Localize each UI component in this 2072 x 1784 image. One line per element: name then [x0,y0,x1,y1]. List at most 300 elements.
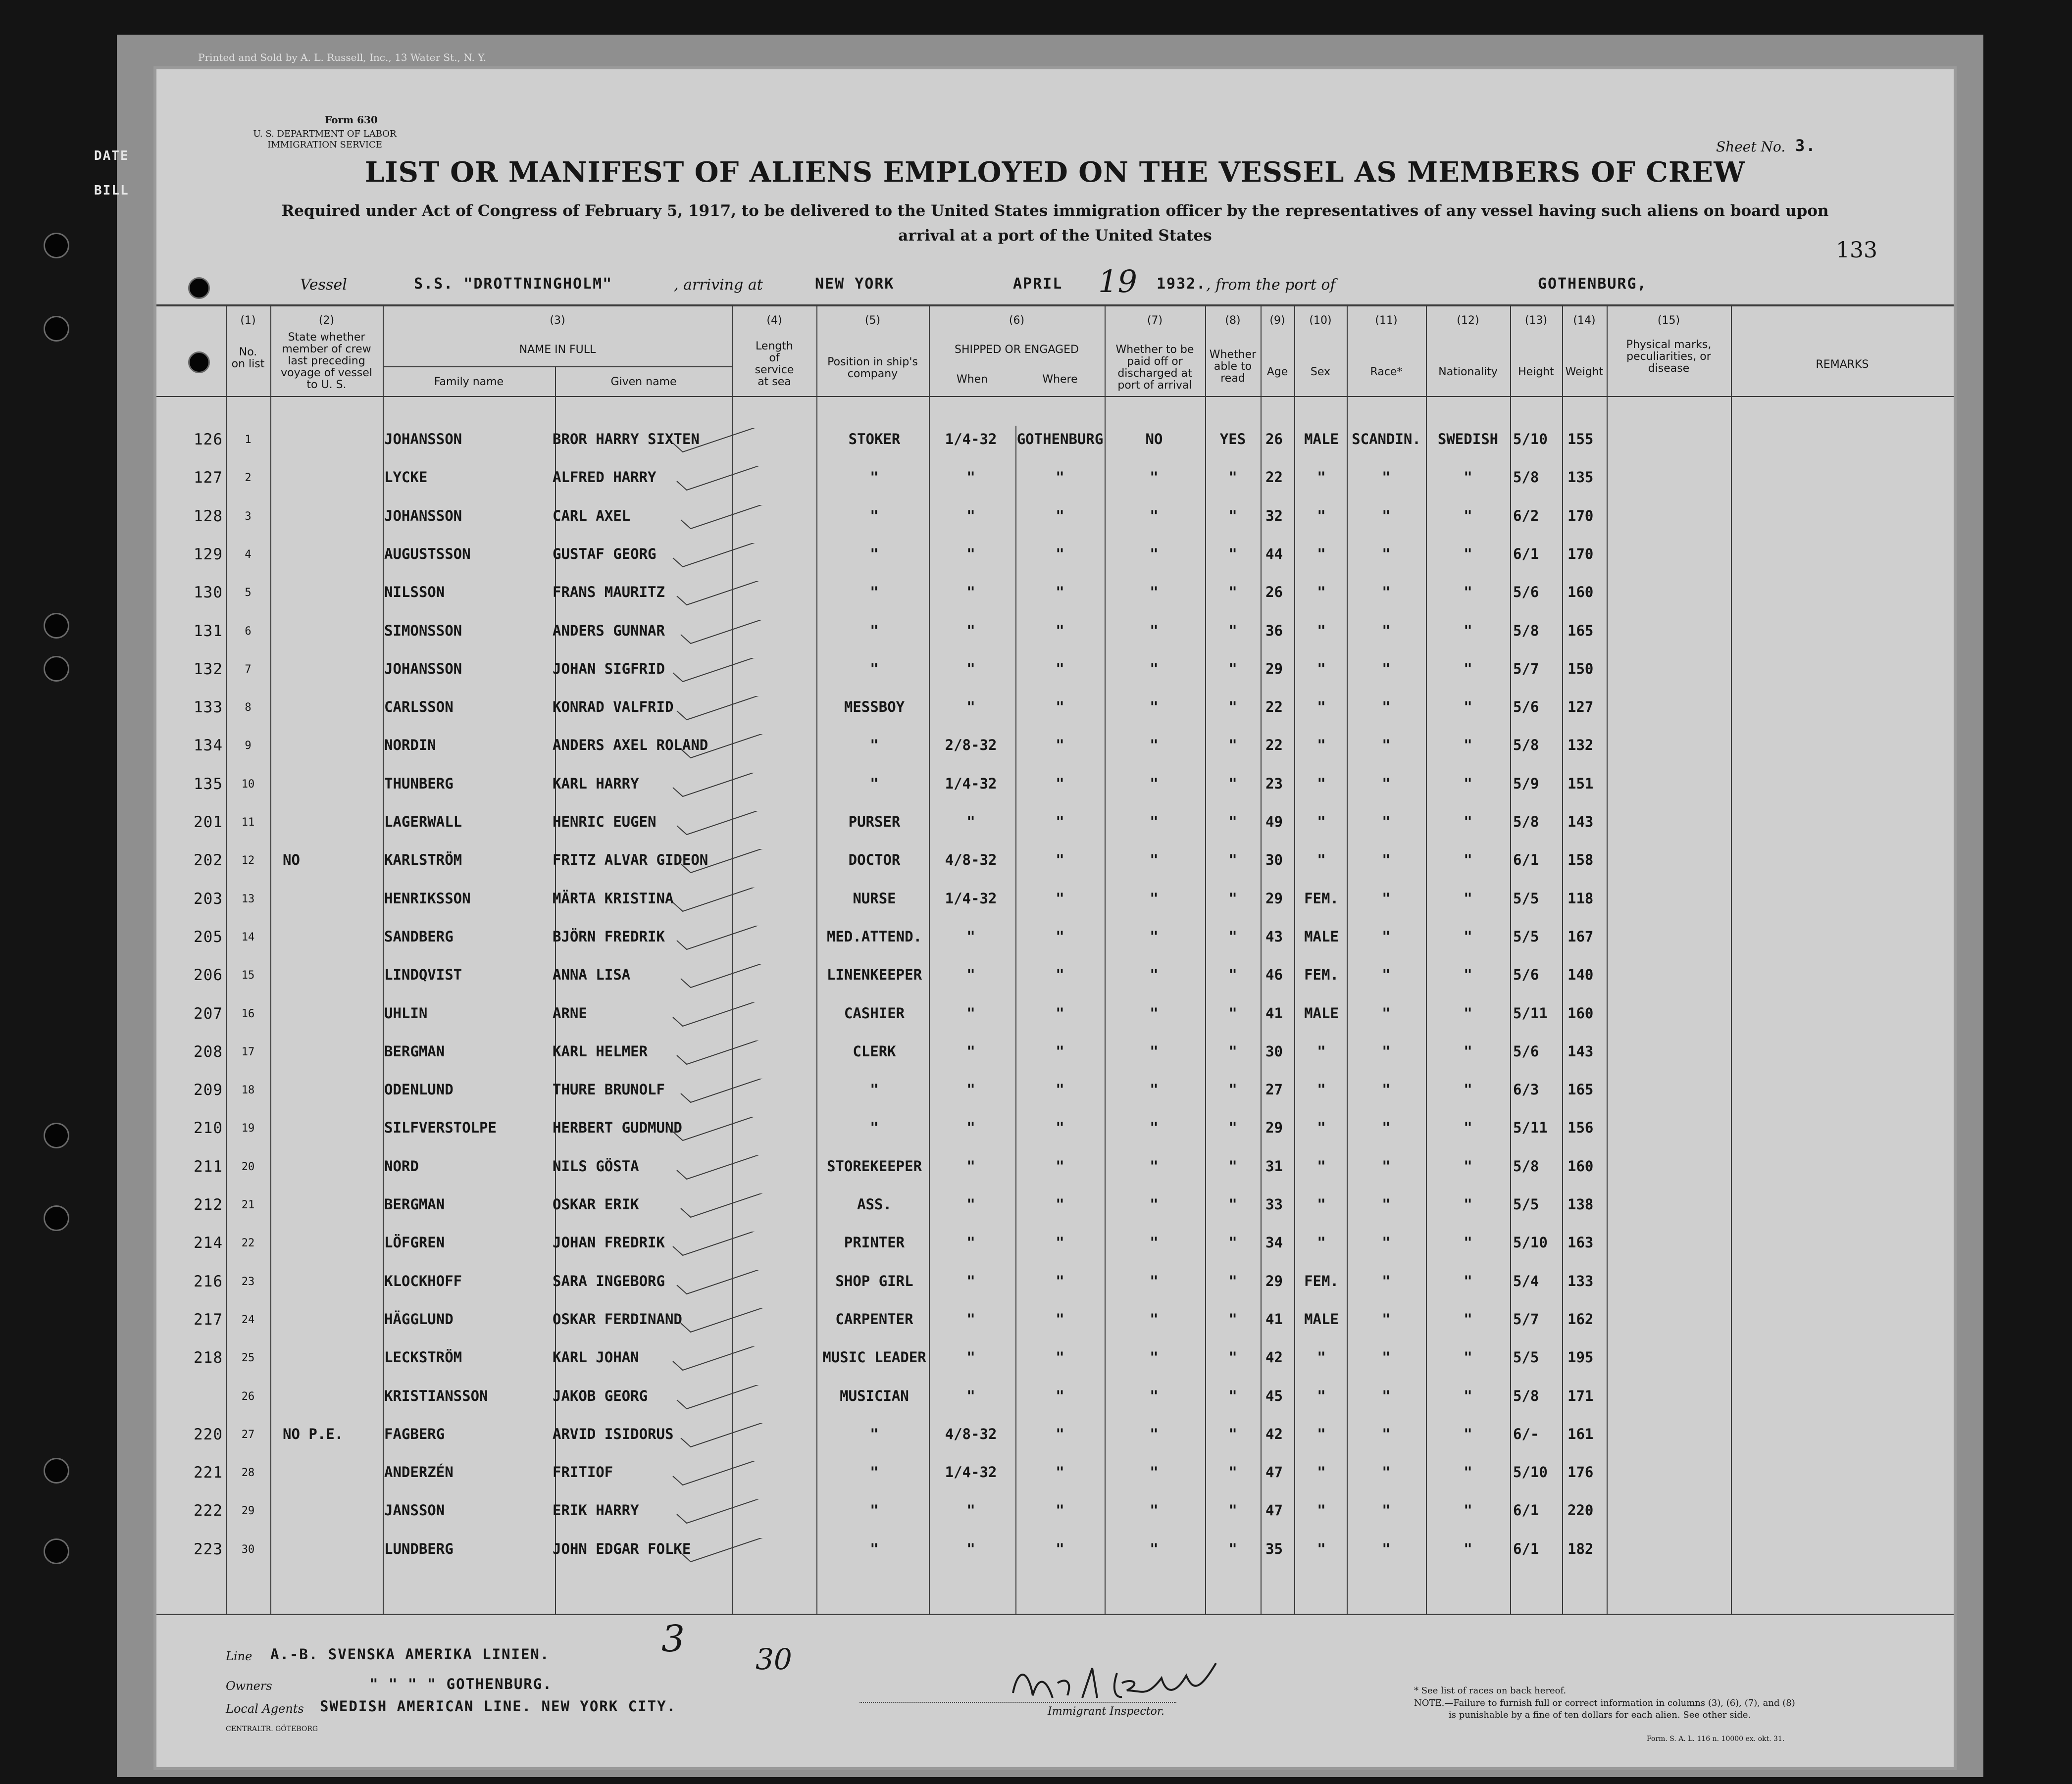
row-shipped-when: " [966,1081,975,1098]
row-sex: " [1317,622,1326,639]
row-age: 22 [1265,469,1283,486]
row-race: " [1382,1234,1391,1251]
manifest-title: LIST OR MANIFEST OF ALIENS EMPLOYED ON THE VESSEL AS MEMBERS OF CREW [364,156,1746,189]
row-race: " [1382,851,1391,868]
from-label: , from the port of [1206,276,1336,294]
col-rule [226,304,227,1614]
row-able-to-read: " [1228,1119,1237,1136]
punch-hole [44,656,69,682]
note-line-1: NOTE.—Failure to furnish full or correct information in columns (3), (6), (7), and (8) [1414,1698,1795,1708]
row-shipped-when: " [966,1234,975,1251]
row-list-number: 8 [245,701,252,714]
check-mark-icon [669,1002,798,1032]
row-family-name: ODENLUND [384,1081,454,1098]
row-given-name: ERIK HARRY [553,1502,639,1519]
row-able-to-read: " [1228,545,1237,562]
row-ref-number: 129 [194,545,223,563]
row-paid-off: " [1150,737,1159,753]
row-able-to-read: " [1228,775,1237,792]
row-height: 5/7 [1513,660,1539,677]
row-shipped-where: " [1056,775,1064,792]
row-able-to-read: " [1228,1349,1237,1366]
row-given-name: KARL HARRY [553,775,639,792]
row-ref-number: 203 [194,890,223,908]
row-sex: " [1317,737,1326,753]
row-nationality: " [1464,1273,1472,1289]
col-rule [1347,304,1348,1614]
row-shipped-where: " [1056,1311,1064,1328]
row-age: 22 [1265,698,1283,715]
col-rule [270,304,271,1614]
row-nationality: " [1464,1158,1472,1175]
row-sex: " [1317,813,1326,830]
row-shipped-where: " [1056,1388,1064,1404]
row-height: 5/8 [1513,737,1539,753]
row-weight: 161 [1567,1426,1594,1442]
row-age: 42 [1265,1349,1283,1366]
row-list-number: 11 [241,816,255,829]
col15-header: Physical marks, peculiarities, or disease [1626,339,1712,375]
row-shipped-when: 4/8-32 [945,1426,997,1442]
punch-hole [44,1538,69,1564]
row-list-number: 1 [245,434,252,446]
row-ref-number: 216 [194,1273,223,1290]
row-height: 6/- [1513,1426,1539,1442]
vessel-name: S.S. "DROTTNINGHOLM" [414,275,613,293]
row-list-number: 18 [241,1084,255,1096]
row-given-name: OSKAR ERIK [553,1196,639,1213]
col-rule [1261,304,1262,1614]
row-sex: " [1317,1540,1326,1557]
row-shipped-when: " [966,813,975,830]
row-list-number: 10 [241,778,255,791]
row-shipped-when: " [966,584,975,600]
col-rule [383,304,384,1614]
row-paid-off: " [1150,622,1159,639]
check-mark-icon [677,1308,806,1338]
row-ref-number: 128 [194,507,223,525]
row-position: STOREKEEPER [826,1158,922,1175]
row-shipped-where: " [1056,545,1064,562]
row-shipped-where: " [1056,1540,1064,1557]
row-nationality: " [1464,1081,1472,1098]
row-ref-number: 208 [194,1043,223,1061]
row-able-to-read: " [1228,737,1237,753]
col6b-header: Where [1042,373,1078,386]
row-family-name: LÖFGREN [384,1234,445,1251]
row-position: " [870,1540,879,1557]
row-height: 6/1 [1513,1540,1539,1557]
row-ref-number: 210 [194,1119,223,1137]
row-ref-number: 127 [194,469,223,487]
row-shipped-where: " [1056,1043,1064,1060]
check-mark-icon [677,620,806,649]
row-shipped-when: 1/4-32 [945,890,997,907]
row-able-to-read: " [1228,1081,1237,1098]
col3a-header: Family name [434,376,504,388]
row-paid-off: " [1150,851,1159,868]
col-rule [1510,304,1511,1614]
row-race: " [1382,1043,1391,1060]
row-shipped-when: 4/8-32 [945,851,997,868]
form-code: Form. S. A. L. 116 n. 10000 ex. okt. 31. [1647,1735,1785,1743]
row-paid-off: " [1150,928,1159,945]
row-family-name: LAGERWALL [384,813,462,830]
agents-value: SWEDISH AMERICAN LINE. NEW YORK CITY. [320,1698,677,1715]
row-shipped-where: " [1056,1464,1064,1481]
check-mark-icon [677,1538,806,1568]
row-given-name: FRANS MAURITZ [553,584,665,600]
row-able-to-read: " [1228,1234,1237,1251]
row-given-name: BJÖRN FREDRIK [553,928,665,945]
row-height: 5/6 [1513,584,1539,600]
owners-value: " " " " GOTHENBURG. [369,1676,553,1692]
row-ref-number: 135 [194,775,223,793]
row-family-name: LECKSTRÖM [384,1349,462,1366]
row-position: NURSE [853,890,896,907]
arrival-month: APRIL [1013,275,1063,293]
row-shipped-where: " [1056,1234,1064,1251]
handwritten-count-a: 3 [661,1618,685,1660]
row-paid-off: " [1150,1388,1159,1404]
col3-header: NAME IN FULL [519,344,596,356]
row-weight: 160 [1567,584,1594,600]
row-family-name: LYCKE [384,469,428,486]
row-able-to-read: " [1228,698,1237,715]
col5-header: Position in ship's company [827,356,918,380]
row-height: 5/10 [1513,1234,1548,1251]
row-sex: FEM. [1304,966,1339,983]
row-position: " [870,660,879,677]
col12-num: (12) [1457,314,1479,327]
col-rule [1294,304,1295,1614]
row-paid-off: " [1150,1196,1159,1213]
row-shipped-where: " [1056,469,1064,486]
row-nationality: " [1464,1311,1472,1328]
row-family-name: LUNDBERG [384,1540,454,1557]
row-sex: " [1317,1043,1326,1060]
row-weight: 170 [1567,545,1594,562]
row-given-name: THURE BRUNOLF [553,1081,665,1098]
row-list-number: 25 [241,1352,255,1364]
row-shipped-when: " [966,1388,975,1404]
manifest-sheet [156,69,1954,1767]
row-nationality: " [1464,1234,1472,1251]
row-position: SHOP GIRL [835,1273,913,1289]
row-sex: " [1317,660,1326,677]
row-given-name: ANDERS GUNNAR [553,622,665,639]
row-list-number: 30 [241,1543,255,1556]
row-position: MED.ATTEND. [826,928,922,945]
row-sex: " [1317,1388,1326,1404]
row-sex: " [1317,1426,1326,1442]
row-position: " [870,545,879,562]
page-number: 133 [1836,238,1877,263]
row-shipped-where: " [1056,507,1064,524]
row-position: " [870,737,879,753]
row-ref-number: 132 [194,660,223,678]
row-list-number: 19 [241,1122,255,1135]
row-family-name: SANDBERG [384,928,454,945]
row-age: 47 [1265,1502,1283,1519]
col8-header: Whether able to read [1209,348,1257,385]
row-age: 30 [1265,1043,1283,1060]
row-list-number: 5 [245,587,252,599]
punch-hole [44,1458,69,1484]
row-age: 29 [1265,1119,1283,1136]
row-given-name: OSKAR FERDINAND [553,1311,682,1328]
check-mark-icon [669,1346,798,1376]
sheet-number: 3. [1795,136,1817,155]
col-rule [816,304,817,1614]
row-age: 26 [1265,584,1283,600]
row-list-number: 21 [241,1199,255,1211]
row-shipped-where: GOTHENBURG [1016,431,1104,447]
row-given-name: ANNA LISA [553,966,631,983]
row-ref-number: 134 [194,737,223,754]
row-weight: 167 [1567,928,1594,945]
row-able-to-read: " [1228,1464,1237,1481]
row-race: " [1382,966,1391,983]
row-sex: " [1317,584,1326,600]
row-height: 5/5 [1513,890,1539,907]
row-height: 6/2 [1513,507,1539,524]
row-paid-off: " [1150,813,1159,830]
row-height: 5/5 [1513,1196,1539,1213]
row-sex: " [1317,1502,1326,1519]
subtitle-line-1: Required under Act of Congress of February 5, 1917, to be delivered to the United States immigration officer by the representatives of any vessel having such aliens on board upon [281,202,1829,220]
arriving-label: , arriving at [674,276,763,294]
arrival-port: NEW YORK [815,275,895,293]
row-ref-number: 211 [194,1158,223,1176]
row-list-number: 13 [241,893,255,905]
row-paid-off: " [1150,469,1159,486]
check-mark-icon [669,1232,798,1261]
row-position: " [870,1464,879,1481]
table-bottom-rule [156,1614,1954,1615]
check-mark-icon [669,428,798,458]
row-nationality: " [1464,1540,1472,1557]
row-position: " [870,775,879,792]
row-race: " [1382,469,1391,486]
row-shipped-when: " [966,1502,975,1519]
row-family-name: LINDQVIST [384,966,462,983]
row-weight: 143 [1567,1043,1594,1060]
row-given-name: JOHAN FREDRIK [553,1234,665,1251]
col4-num: (4) [766,314,782,327]
col3b-header: Given name [610,376,677,388]
check-mark-icon [673,1155,802,1185]
col6-header: SHIPPED OR ENGAGED [955,344,1079,356]
row-sex: " [1317,1234,1326,1251]
row-given-name: ARNE [553,1005,587,1022]
row-height: 6/1 [1513,545,1539,562]
row-height: 5/11 [1513,1005,1548,1022]
row-able-to-read: " [1228,1158,1237,1175]
check-mark-icon [669,1461,798,1491]
row-weight: 143 [1567,813,1594,830]
row-able-to-read: " [1228,813,1237,830]
col-rule [1607,304,1608,1614]
row-paid-off: " [1150,1081,1159,1098]
row-able-to-read: " [1228,660,1237,677]
row-weight: 133 [1567,1273,1594,1289]
row-shipped-when: 1/4-32 [945,1464,997,1481]
row-family-name: JOHANSSON [384,507,462,524]
check-mark-icon [673,696,802,726]
row-ref-number: 206 [194,966,223,984]
row-shipped-when: " [966,1119,975,1136]
row-shipped-when: " [966,622,975,639]
punch-hole [188,277,210,299]
row-weight: 162 [1567,1311,1594,1328]
row-list-number: 24 [241,1314,255,1326]
row-shipped-where: " [1056,1119,1064,1136]
row-family-name: JOHANSSON [384,660,462,677]
row-given-name: JOHN EDGAR FOLKE [553,1540,691,1557]
row-age: 41 [1265,1311,1283,1328]
row-shipped-when: " [966,1043,975,1060]
check-mark-icon [677,849,806,879]
row-able-to-read: " [1228,1311,1237,1328]
row-family-name: BERGMAN [384,1043,445,1060]
row-able-to-read: " [1228,966,1237,983]
row-nationality: " [1464,890,1472,907]
row-paid-off: " [1150,1043,1159,1060]
row-list-number: 29 [241,1505,255,1517]
row-weight: 127 [1567,698,1594,715]
left-tab-bill: BILL [94,183,129,198]
col13-num: (13) [1524,314,1548,327]
row-position: " [870,1502,879,1519]
row-age: 44 [1265,545,1283,562]
row-shipped-where: " [1056,584,1064,600]
owners-label: Owners [226,1679,272,1693]
col2-header: State whether member of crew last preceding voyage of vessel to U. S. [281,331,372,391]
row-position: " [870,469,879,486]
row-sex: " [1317,1349,1326,1366]
row-family-name: NILSSON [384,584,445,600]
row-race: " [1382,737,1391,753]
row-position: ASS. [857,1196,892,1213]
row-family-name: KARLSTRÖM [384,851,462,868]
row-nationality: " [1464,1005,1472,1022]
row-shipped-where: " [1056,1081,1064,1098]
row-shipped-when: " [966,469,975,486]
row-shipped-where: " [1056,1426,1064,1442]
row-race: " [1382,1464,1391,1481]
row-sex: FEM. [1304,890,1339,907]
row-ref-number: 130 [194,584,223,601]
row-age: 26 [1265,431,1283,447]
check-mark-icon [673,1499,802,1529]
check-mark-icon [677,1079,806,1108]
col4-header: Length of service at sea [755,340,794,388]
row-able-to-read: " [1228,1388,1237,1404]
row-list-number: 16 [241,1008,255,1020]
row-shipped-when: 1/4-32 [945,431,997,447]
left-tab-date: DATE [94,149,129,163]
sheet-label: Sheet No. [1716,139,1786,155]
arrival-year: 1932. [1157,275,1207,293]
row-position: STOKER [848,431,901,447]
row-family-name: KRISTIANSSON [384,1388,488,1404]
row-weight: 165 [1567,622,1594,639]
row-given-name: GUSTAF GEORG [553,545,657,562]
row-position: CASHIER [844,1005,905,1022]
row-nationality: " [1464,1464,1472,1481]
row-race: " [1382,1426,1391,1442]
row-nationality: " [1464,1119,1472,1136]
check-mark-icon [673,811,802,841]
row-ref-number: 220 [194,1426,223,1443]
row-age: 45 [1265,1388,1283,1404]
row-sex: " [1317,1119,1326,1136]
row-shipped-when: " [966,545,975,562]
row-sex: " [1317,698,1326,715]
row-paid-off: " [1150,1540,1159,1557]
row-list-number: 7 [245,663,252,676]
row-given-name: JOHAN SIGFRID [553,660,665,677]
row-given-name: ALFRED HARRY [553,469,657,486]
row-sex: MALE [1304,1311,1339,1328]
row-position: LINENKEEPER [826,966,922,983]
row-nationality: " [1464,928,1472,945]
punch-hole [44,1123,69,1148]
row-given-name: KONRAD VALFRID [553,698,674,715]
row-family-name: CARLSSON [384,698,454,715]
row-shipped-when: " [966,507,975,524]
row-family-name: UHLIN [384,1005,428,1022]
col16-header: REMARKS [1816,358,1869,371]
row-ref-number: 222 [194,1502,223,1520]
row-shipped-where: " [1056,1005,1064,1022]
row-ref-number: 133 [194,698,223,716]
row-race: " [1382,775,1391,792]
row-able-to-read: " [1228,584,1237,600]
row-family-name: HENRIKSSON [384,890,471,907]
col-rule [732,304,733,1614]
row-able-to-read: " [1228,890,1237,907]
col13-header: Height [1518,366,1554,378]
row-age: 31 [1265,1158,1283,1175]
row-nationality: " [1464,584,1472,600]
col6a-header: When [956,373,988,386]
row-sex: MALE [1304,431,1339,447]
row-position: MUSICIAN [840,1388,909,1404]
col14-num: (14) [1573,314,1596,327]
row-paid-off: NO [1145,431,1163,447]
row-sex: " [1317,1464,1326,1481]
row-shipped-when: " [966,928,975,945]
row-position: CARPENTER [835,1311,913,1328]
row-paid-off: " [1150,1426,1159,1442]
row-family-name: NORDIN [384,737,436,753]
row-nationality: " [1464,698,1472,715]
row-race: " [1382,1158,1391,1175]
col7-header: Whether to be paid off or discharged at port of arrival [1115,344,1194,392]
races-note: * See list of races on back hereof. [1414,1685,1567,1696]
row-list-number: 6 [245,625,252,638]
row-shipped-where: " [1056,1273,1064,1289]
row-height: 6/3 [1513,1081,1539,1098]
row-position: MESSBOY [844,698,905,715]
row-list-number: 17 [241,1046,255,1058]
row-sex: " [1317,507,1326,524]
row-weight: 158 [1567,851,1594,868]
row-nationality: " [1464,507,1472,524]
row-age: 41 [1265,1005,1283,1022]
